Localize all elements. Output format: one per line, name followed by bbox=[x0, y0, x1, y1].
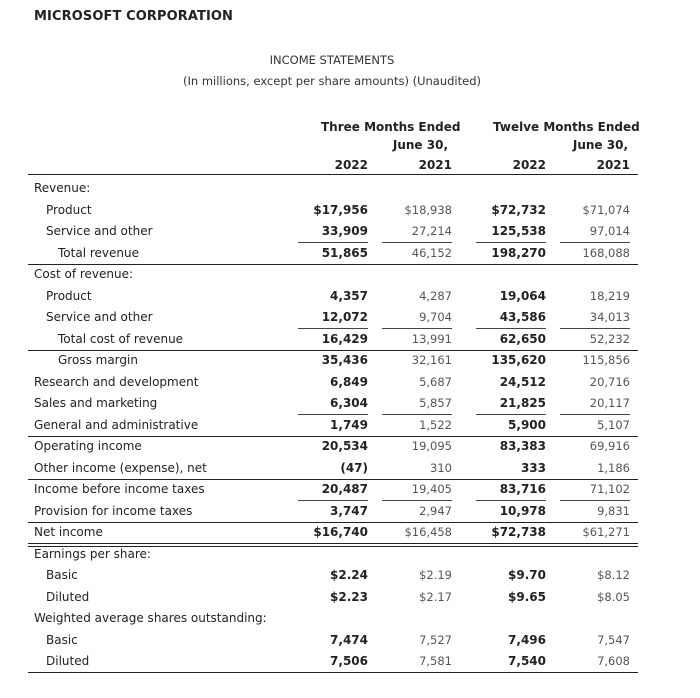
header-period-end-2: June 30, bbox=[572, 138, 628, 152]
table-row bbox=[28, 372, 638, 393]
table-row bbox=[28, 651, 638, 672]
row-value: 7,581 bbox=[419, 654, 452, 668]
row-label: Income before income taxes bbox=[34, 482, 205, 496]
table-row bbox=[28, 436, 638, 457]
row-label: Weighted average shares outstanding: bbox=[34, 611, 267, 625]
table-row bbox=[28, 501, 638, 522]
row-value: 19,095 bbox=[411, 439, 452, 453]
row-value: $2.19 bbox=[419, 568, 452, 582]
row-label: Product bbox=[46, 202, 92, 217]
row-value: 21,825 bbox=[499, 396, 546, 410]
row-value: 3,747 bbox=[330, 503, 368, 518]
row-value: 20,117 bbox=[589, 396, 630, 410]
row-value: 51,865 bbox=[321, 245, 368, 260]
row-value: 18,219 bbox=[589, 288, 630, 303]
table-row bbox=[28, 286, 638, 307]
row-label: Diluted bbox=[46, 589, 90, 604]
row-value: 7,506 bbox=[330, 654, 368, 668]
table-row bbox=[28, 221, 638, 242]
table-row bbox=[28, 264, 638, 285]
row-value: $16,458 bbox=[404, 525, 452, 539]
table-row bbox=[28, 200, 638, 221]
row-value: 20,487 bbox=[321, 482, 368, 496]
row-label: Basic bbox=[46, 632, 78, 647]
table-row bbox=[28, 307, 638, 328]
row-value: 5,687 bbox=[419, 374, 452, 389]
row-value: $72,732 bbox=[491, 202, 546, 217]
table-row bbox=[28, 393, 638, 414]
row-value: 7,608 bbox=[597, 654, 630, 668]
row-value: 97,014 bbox=[589, 224, 630, 238]
row-value: $2.17 bbox=[419, 589, 452, 604]
row-value: 19,405 bbox=[411, 482, 452, 496]
row-value: 4,287 bbox=[419, 288, 452, 303]
statement-subtitle: (In millions, except per share amounts) (Unaudited) bbox=[183, 74, 481, 88]
row-value: 10,978 bbox=[499, 503, 546, 518]
row-value: $16,740 bbox=[313, 525, 368, 539]
row-value: 125,538 bbox=[491, 224, 546, 238]
table-row bbox=[28, 350, 638, 371]
row-value: 7,496 bbox=[508, 632, 546, 647]
row-value: $9.70 bbox=[508, 568, 546, 582]
row-value: $72,738 bbox=[491, 525, 546, 539]
table-row bbox=[28, 415, 638, 436]
row-label: Total cost of revenue bbox=[58, 331, 184, 346]
row-label: Research and development bbox=[34, 374, 199, 389]
row-value: 32,161 bbox=[411, 353, 452, 367]
header-period-end-1: June 30, bbox=[392, 138, 448, 152]
row-value: 43,586 bbox=[499, 310, 546, 324]
row-value: 1,522 bbox=[419, 417, 452, 432]
row-label: Cost of revenue: bbox=[34, 267, 134, 281]
row-label: Basic bbox=[46, 568, 78, 582]
row-value: (47) bbox=[340, 460, 368, 475]
row-value: 7,474 bbox=[330, 632, 368, 647]
row-label: Service and other bbox=[46, 310, 153, 324]
row-value: 16,429 bbox=[321, 331, 368, 346]
row-label: Product bbox=[46, 288, 92, 303]
row-label: Service and other bbox=[46, 224, 153, 238]
row-label: Net income bbox=[34, 525, 103, 539]
row-value: $17,956 bbox=[313, 202, 368, 217]
row-value: 7,527 bbox=[419, 632, 452, 647]
row-value: 9,831 bbox=[597, 503, 630, 518]
row-value: 24,512 bbox=[499, 374, 546, 389]
table-row bbox=[28, 329, 638, 350]
row-value: 2,947 bbox=[419, 503, 452, 518]
row-value: $8.05 bbox=[597, 589, 630, 604]
table-row bbox=[28, 544, 638, 565]
company-name: MICROSOFT CORPORATION bbox=[34, 9, 234, 24]
row-value: 12,072 bbox=[321, 310, 368, 324]
table-bottom-divider bbox=[28, 672, 638, 673]
row-value: 1,749 bbox=[330, 417, 368, 432]
row-value: $2.24 bbox=[330, 568, 368, 582]
table-row bbox=[28, 458, 638, 479]
row-value: $8.12 bbox=[597, 568, 630, 582]
header-twelve-months: Twelve Months Ended bbox=[493, 120, 640, 134]
header-year-2022-twelve: 2022 bbox=[512, 158, 546, 172]
row-value: 20,716 bbox=[589, 374, 630, 389]
header-year-2021-three: 2021 bbox=[418, 158, 452, 172]
row-value: 5,107 bbox=[597, 417, 630, 432]
row-value: 135,620 bbox=[491, 353, 546, 367]
table-row bbox=[28, 630, 638, 651]
table-row bbox=[28, 522, 638, 543]
row-value: 310 bbox=[430, 460, 452, 475]
row-label: Provision for income taxes bbox=[34, 503, 193, 518]
row-value: 7,547 bbox=[597, 632, 630, 647]
row-value: 7,540 bbox=[508, 654, 546, 668]
row-value: 83,383 bbox=[499, 439, 546, 453]
table-row bbox=[28, 565, 638, 586]
statement-title: INCOME STATEMENTS bbox=[269, 53, 395, 67]
header-divider bbox=[28, 174, 638, 175]
row-value: 9,704 bbox=[419, 310, 452, 324]
row-value: 52,232 bbox=[589, 331, 630, 346]
row-value: 27,214 bbox=[411, 224, 452, 238]
row-value: 5,857 bbox=[419, 396, 452, 410]
row-value: 20,534 bbox=[321, 439, 368, 453]
table-row bbox=[28, 608, 638, 629]
header-three-months: Three Months Ended bbox=[321, 120, 461, 134]
row-value: 33,909 bbox=[321, 224, 368, 238]
row-label: General and administrative bbox=[34, 417, 199, 432]
row-value: 4,357 bbox=[330, 288, 368, 303]
header-year-2021-twelve: 2021 bbox=[596, 158, 630, 172]
row-label: Revenue: bbox=[34, 181, 91, 195]
row-value: 5,900 bbox=[508, 417, 546, 432]
row-label: Sales and marketing bbox=[34, 396, 158, 410]
table-row bbox=[28, 243, 638, 264]
row-value: $2.23 bbox=[330, 589, 368, 604]
row-value: 19,064 bbox=[499, 288, 546, 303]
header-year-2022-three: 2022 bbox=[334, 158, 368, 172]
row-value: 115,856 bbox=[582, 353, 630, 367]
row-value: 6,304 bbox=[330, 396, 368, 410]
row-value: 34,013 bbox=[589, 310, 630, 324]
row-value: $61,271 bbox=[582, 525, 630, 539]
row-label: Total revenue bbox=[58, 245, 139, 260]
row-value: 71,102 bbox=[589, 482, 630, 496]
row-value: $71,074 bbox=[582, 202, 630, 217]
row-value: 168,088 bbox=[582, 245, 630, 260]
table-row bbox=[28, 178, 638, 199]
row-value: 83,716 bbox=[499, 482, 546, 496]
row-value: 69,916 bbox=[589, 439, 630, 453]
row-value: $9.65 bbox=[508, 589, 546, 604]
row-value: 62,650 bbox=[499, 331, 546, 346]
row-value: $18,938 bbox=[404, 202, 452, 217]
row-label: Operating income bbox=[34, 439, 142, 453]
row-value: 13,991 bbox=[411, 331, 452, 346]
row-value: 198,270 bbox=[491, 245, 546, 260]
row-value: 35,436 bbox=[321, 353, 368, 367]
table-row bbox=[28, 587, 638, 608]
row-value: 46,152 bbox=[411, 245, 452, 260]
row-label: Earnings per share: bbox=[34, 546, 151, 561]
row-label: Other income (expense), net bbox=[34, 460, 207, 475]
row-label: Diluted bbox=[46, 654, 90, 668]
table-row bbox=[28, 479, 638, 500]
row-value: 6,849 bbox=[330, 374, 368, 389]
row-value: 1,186 bbox=[597, 460, 630, 475]
row-value: 333 bbox=[520, 460, 546, 475]
row-label: Gross margin bbox=[58, 353, 138, 367]
